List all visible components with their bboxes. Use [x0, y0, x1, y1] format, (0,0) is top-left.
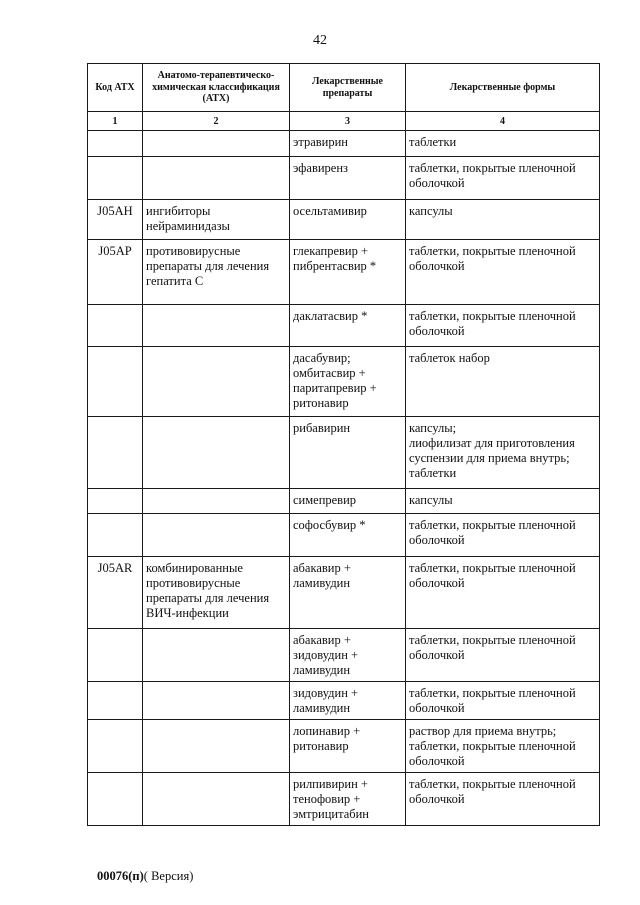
classification-cell [143, 773, 290, 826]
table-row [88, 347, 600, 417]
classification-cell [143, 682, 290, 720]
classification-cell [143, 347, 290, 417]
dosage-form-cell: капсулы; лиофилизат для приготовления суспензии для приема внутрь; таблетки [406, 417, 600, 489]
atx-code-cell: J05AP [88, 240, 143, 305]
classification-cell [143, 629, 290, 682]
dosage-form-cell: таблеток набор [406, 347, 600, 417]
table-row [88, 514, 600, 557]
table-body [88, 131, 600, 826]
header-drugs: Лекарственные препараты [290, 64, 406, 112]
dosage-form-cell: таблетки, покрытые пленочной оболочкой [406, 682, 600, 720]
dosage-form-cell: капсулы [406, 489, 600, 514]
classification-cell: противовирусные препараты для лечения гепатита С [143, 240, 290, 305]
header-dosage-forms: Лекарственные формы [406, 64, 600, 112]
drug-name-cell: дасабувир; омбитасвир + паритапревир + ритонавир [290, 347, 406, 417]
atx-code-cell [88, 347, 143, 417]
atx-code-cell: J05AH [88, 200, 143, 240]
dosage-form-cell: таблетки, покрытые пленочной оболочкой [406, 514, 600, 557]
page-number: 42 [313, 33, 327, 48]
drug-name-cell: эфавиренз [290, 157, 406, 200]
dosage-form-cell: таблетки [406, 131, 600, 157]
classification-cell [143, 514, 290, 557]
table-row [88, 305, 600, 347]
document-id: 00076(п) [97, 869, 144, 883]
dosage-form-cell: таблетки, покрытые пленочной оболочкой [406, 629, 600, 682]
dosage-form-cell: таблетки, покрытые пленочной оболочкой [406, 773, 600, 826]
drug-name-cell: этравирин [290, 131, 406, 157]
dosage-form-cell: таблетки, покрытые пленочной оболочкой [406, 240, 600, 305]
table-row [88, 720, 600, 773]
dosage-form-cell: таблетки, покрытые пленочной оболочкой [406, 557, 600, 629]
table-row [88, 200, 600, 240]
drug-name-cell: симепревир [290, 489, 406, 514]
table-row [88, 157, 600, 200]
atx-code-cell [88, 629, 143, 682]
classification-cell [143, 720, 290, 773]
drug-name-cell: даклатасвир * [290, 305, 406, 347]
column-number: 4 [406, 112, 600, 131]
dosage-form-cell: раствор для приема внутрь; таблетки, покрытые пленочной оболочкой [406, 720, 600, 773]
document-footer [97, 869, 193, 884]
table-row [88, 131, 600, 157]
atx-code-cell [88, 305, 143, 347]
drug-name-cell: рибавирин [290, 417, 406, 489]
table-row [88, 773, 600, 826]
column-number: 3 [290, 112, 406, 131]
atx-code-cell [88, 417, 143, 489]
atx-code-cell: J05AR [88, 557, 143, 629]
drug-name-cell: осельтамивир [290, 200, 406, 240]
header-atx-classification: Анатомо-терапевтическо-химическая классификация (АТХ) [143, 64, 290, 112]
column-number-row [88, 112, 600, 131]
table-row [88, 682, 600, 720]
drug-name-cell: зидовудин + ламивудин [290, 682, 406, 720]
atx-code-cell [88, 682, 143, 720]
atx-code-cell [88, 720, 143, 773]
dosage-form-cell: таблетки, покрытые пленочной оболочкой [406, 157, 600, 200]
table-row [88, 417, 600, 489]
document-version: ( Версия) [143, 869, 194, 883]
classification-cell: ингибиторы нейраминидазы [143, 200, 290, 240]
table-row [88, 240, 600, 305]
dosage-form-cell: капсулы [406, 200, 600, 240]
atx-code-cell [88, 131, 143, 157]
table-header-row [88, 64, 600, 112]
classification-cell [143, 131, 290, 157]
table-row [88, 489, 600, 514]
atx-code-cell [88, 157, 143, 200]
drug-name-cell: софосбувир * [290, 514, 406, 557]
classification-cell [143, 157, 290, 200]
classification-cell: комбинированные противовирусные препараты для лечения ВИЧ-инфекции [143, 557, 290, 629]
table-row [88, 629, 600, 682]
classification-cell [143, 489, 290, 514]
header-atx-code: Код АТХ [88, 64, 143, 112]
drug-name-cell: абакавир + ламивудин [290, 557, 406, 629]
atx-code-cell [88, 773, 143, 826]
dosage-form-cell: таблетки, покрытые пленочной оболочкой [406, 305, 600, 347]
column-number: 1 [88, 112, 143, 131]
drug-name-cell: рилпивирин + тенофовир + эмтрицитабин [290, 773, 406, 826]
column-number: 2 [143, 112, 290, 131]
atx-code-cell [88, 489, 143, 514]
classification-cell [143, 417, 290, 489]
table-row [88, 557, 600, 629]
drug-name-cell: абакавир + зидовудин + ламивудин [290, 629, 406, 682]
drug-name-cell: лопинавир + ритонавир [290, 720, 406, 773]
classification-cell [143, 305, 290, 347]
atx-code-cell [88, 514, 143, 557]
drug-name-cell: глекапревир + пибрентасвир * [290, 240, 406, 305]
atx-table [87, 63, 600, 826]
